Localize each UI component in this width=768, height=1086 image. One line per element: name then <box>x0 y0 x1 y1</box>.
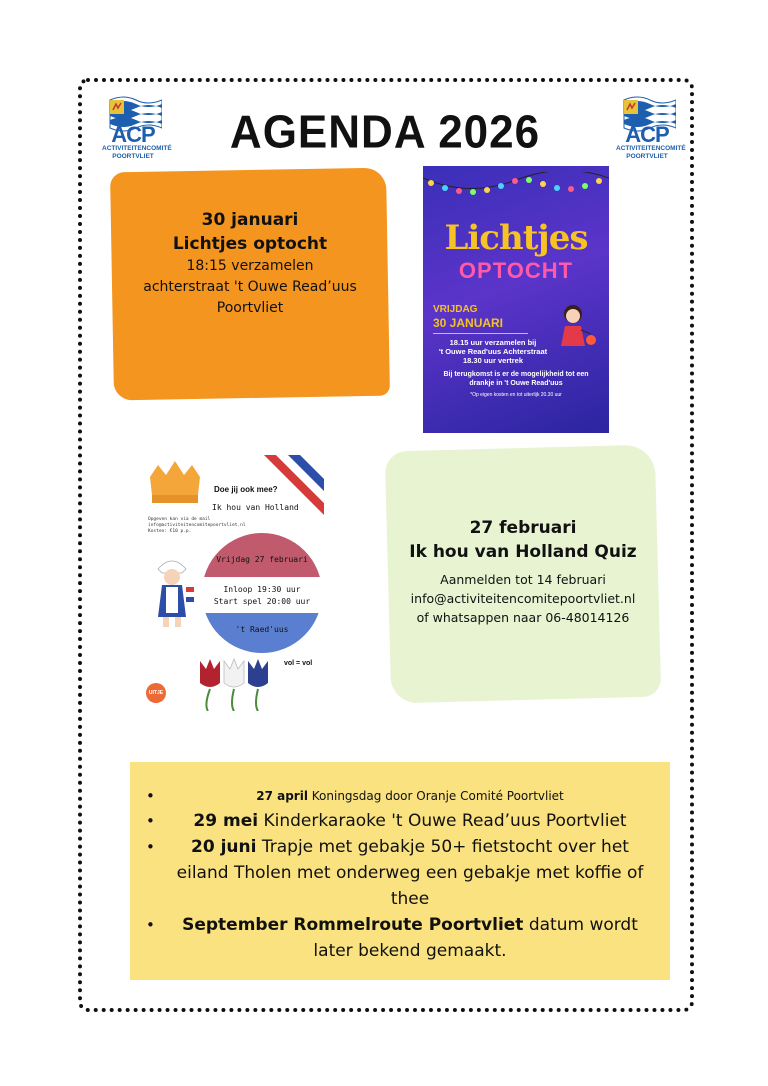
acp-logo-subtitle: ACTIVITEITENCOMITÉ POORTVLIET <box>616 145 686 160</box>
poster-divider <box>433 333 528 334</box>
event-line: 18:15 verzamelen <box>186 258 314 274</box>
acp-logo-left <box>102 94 172 164</box>
poster-subheading: OPTOCHT <box>458 258 574 283</box>
list-item: • 27 april Koningsdag door Oranje Comité Poortvliet <box>146 787 564 805</box>
poster-heading: Lichtjes <box>444 218 588 258</box>
string-lights-icon <box>423 172 609 202</box>
acp-logo-right <box>616 94 686 164</box>
poster-question: Doe jij ook mee? <box>214 485 278 494</box>
poster-day: VRIJDAG <box>433 304 478 315</box>
acp-logo-subtitle: ACTIVITEITENCOMITÉ POORTVLIET <box>102 145 172 160</box>
poster-day: Vrijdag 27 februari <box>216 555 308 564</box>
event-date: 30 januari <box>201 210 299 230</box>
upcoming-events-list <box>130 784 670 964</box>
poster-fineprint: *Op eigen kosten en tot uiterlijk 20.30 uur <box>470 392 562 398</box>
lichtjes-optocht-poster <box>423 166 609 433</box>
poster-title: Ik hou van Holland <box>212 503 299 512</box>
poster-inloop: Inloop 19:30 uur <box>223 585 301 594</box>
poster-start: Start spel 20:00 uur <box>213 597 311 606</box>
poster-note: Bij terugkomst is er de mogelijkheid tot een drankje in 't Ouwe Read'uus <box>443 371 589 387</box>
acp-logo-text: ACP <box>625 122 669 147</box>
list-item: • September Rommelroute Poortvliet datum wordt later bekend gemaakt. <box>146 915 638 961</box>
poster-info: info@activiteitencomitepoortvliet.nl <box>148 523 246 528</box>
event-line: Aanmelden tot 14 februari <box>440 572 606 587</box>
poster-details: 18.15 uur verzamelen bij 't Ouwe Read'uus Achterstraat 18.30 uur vertrek <box>438 338 548 365</box>
event-card-quiz-text <box>388 516 658 627</box>
upcoming-events-box <box>130 762 670 980</box>
list-item: • 20 juni Trapje met gebakje 50+ fietstocht over het eiland Tholen met onderweg een gebakje met koffie of thee <box>146 837 644 909</box>
dutch-girl-icon <box>148 555 196 635</box>
poster-date: 30 JANUARI <box>433 316 504 330</box>
event-line: of whatsappen naar 06-48014126 <box>416 610 630 625</box>
event-line: achterstraat 't Ouwe Read’uus <box>143 279 357 295</box>
list-item: • 29 mei Kinderkaraoke 't Ouwe Read’uus Poortvliet <box>146 811 627 831</box>
event-name: Ik hou van Holland Quiz <box>409 542 637 562</box>
poster-place: 't Raed'uus <box>235 625 289 634</box>
ik-hou-van-holland-poster <box>144 455 324 713</box>
event-line: Poortvliet <box>216 300 284 316</box>
event-card-lichtjes-text <box>112 208 388 319</box>
poster-info: Opgeven kan via de mail <box>148 517 211 522</box>
child-with-lantern-icon <box>557 302 597 362</box>
poster-info: Kosten: €10 p.p. <box>148 529 192 534</box>
tulips-icon <box>196 655 272 711</box>
page-title: AGENDA 2026 <box>229 106 541 159</box>
poster-vol: vol = vol <box>284 660 313 667</box>
event-name: Lichtjes optocht <box>172 234 328 254</box>
uitje-in-badge: UITJE IN <box>146 683 166 703</box>
event-line: info@activiteitencomitepoortvliet.nl <box>410 591 636 606</box>
event-date: 27 februari <box>469 518 577 538</box>
acp-logo-text: ACP <box>111 122 155 147</box>
